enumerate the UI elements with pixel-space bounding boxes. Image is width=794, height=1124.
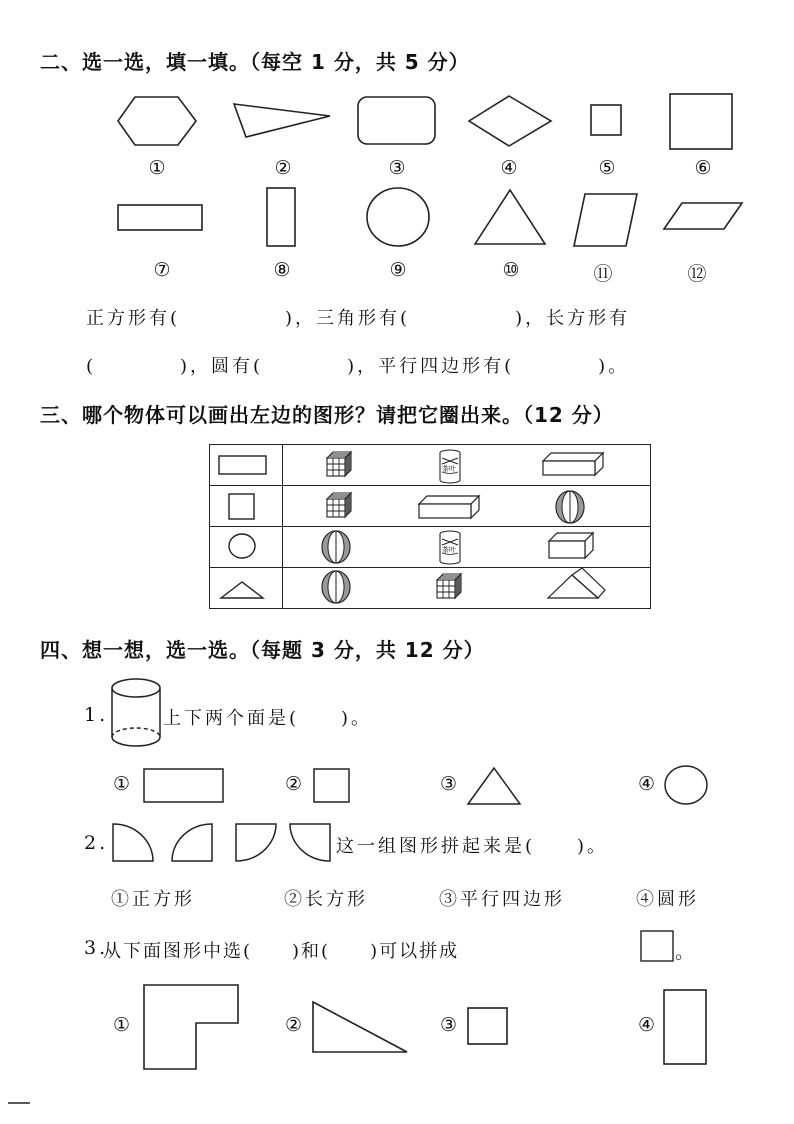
q3-option-small-square	[468, 1008, 507, 1044]
q1-option-triangle	[468, 768, 520, 804]
q3-target-square	[641, 931, 673, 961]
q1-option-4-label: ④	[638, 773, 659, 795]
tea-can-label: 茶叶	[442, 546, 456, 554]
shape-number-11: ⑪	[593, 263, 613, 285]
shape-number-9: ⑨	[389, 259, 407, 281]
q2-choice-4: ④圆形	[636, 889, 699, 910]
q1-option-rectangle	[144, 769, 223, 802]
q2-choice-2: ②长方形	[284, 889, 368, 910]
section2-heading: 二、选一选，填一填。（每空 1 分，共 5 分）	[40, 50, 470, 74]
q3-option-tall-rectangle	[664, 990, 706, 1064]
q1-option-3-label: ③	[440, 773, 461, 795]
q1-option-1-label: ①	[113, 773, 134, 795]
shape-number-12: ⑫	[687, 263, 707, 285]
q3-option-3-label: ③	[440, 1014, 461, 1036]
shape-number-2: ②	[274, 157, 292, 179]
shape-number-6: ⑥	[694, 157, 712, 179]
q3-number: 3.	[84, 937, 109, 959]
q1-option-2-label: ②	[285, 773, 306, 795]
q1-option-square	[314, 769, 349, 802]
q2-choice-3: ③平行四边形	[439, 889, 565, 910]
shape-number-3: ③	[388, 157, 406, 179]
q3-text: 从下面图形中选( )和( )可以拼成	[103, 941, 460, 962]
q2-text: 这一组图形拼起来是( )。	[336, 836, 609, 857]
q3-option-2-label: ②	[285, 1014, 306, 1036]
section4-heading: 四、想一想，选一选。（每题 3 分，共 12 分）	[40, 638, 485, 662]
q2-number: 2.	[84, 832, 109, 854]
quarter-shape-4	[290, 824, 330, 861]
shape-number-4: ④	[500, 157, 518, 179]
tea-can-label: 茶叶	[442, 465, 456, 473]
q3-option-1-label: ①	[113, 1014, 134, 1036]
q3-option-l-shape	[144, 985, 238, 1069]
q3-option-4-label: ④	[638, 1014, 659, 1036]
shape-number-5: ⑤	[598, 157, 616, 179]
cylinder-icon	[112, 679, 160, 746]
q1-text: 上下两个面是( )。	[163, 708, 373, 729]
q3-end-mark: 。	[675, 941, 698, 963]
shape-number-10: ⑩	[502, 259, 520, 281]
q1-number: 1.	[84, 704, 109, 726]
q3-option-right-triangle	[313, 1002, 407, 1052]
q2-choice-1: ①正方形	[111, 889, 195, 910]
quarter-shape-1	[113, 824, 153, 861]
quarter-shape-2	[172, 824, 212, 861]
q1-option-circle	[665, 766, 707, 804]
shape-number-1: ①	[148, 157, 166, 179]
section3-heading: 三、哪个物体可以画出左边的图形？请把它圈出来。（12 分）	[40, 403, 614, 427]
section2-answer-line-2: ( )，圆有( )，平行四边形有( )。	[86, 356, 630, 377]
shape-number-8: ⑧	[273, 259, 291, 281]
section2-answer-line-1: 正方形有( )，三角形有( )，长方形有	[86, 308, 631, 329]
shape-number-7: ⑦	[153, 259, 171, 281]
quarter-shape-3	[236, 824, 276, 861]
